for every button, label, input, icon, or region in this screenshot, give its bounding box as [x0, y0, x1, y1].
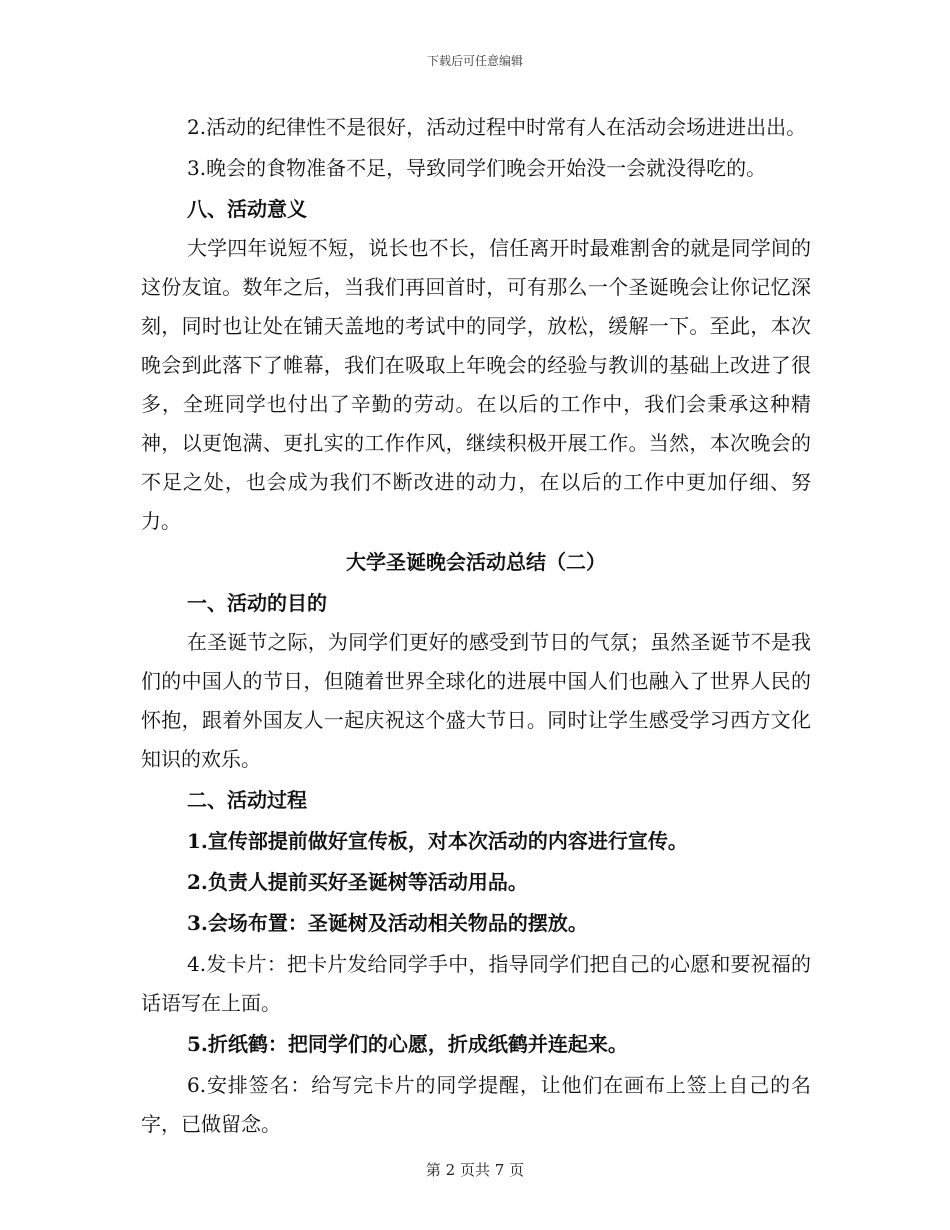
step-venue-setup: 3.会场布置：圣诞树及活动相关物品的摆放。	[187, 911, 588, 935]
step-signing: 6.安排签名：给写完卡片的同学提醒，让他们在画布上签上自己的名字，已做留念。	[141, 1073, 811, 1136]
step-publicity: 1.宣传部提前做好宣传板，对本次活动的内容进行宣传。	[187, 829, 688, 853]
document-body	[141, 108, 811, 1144]
paragraph-discipline: 2.活动的纪律性不是很好，活动过程中时常有人在活动会场进进出出。	[187, 115, 807, 139]
step-cards: 4.发卡片：把卡片发给同学手中，指导同学们把自己的心愿和要祝福的话语写在上面。	[141, 952, 811, 1015]
page-footer: 第 2 页共 7 页	[425, 1161, 525, 1179]
page-header: 下载后可任意编辑	[426, 54, 523, 68]
paragraph-food: 3.晚会的食物准备不足，导致同学们晚会开始没一会就没得吃的。	[187, 156, 767, 180]
section-title-summary-two: 大学圣诞晚会活动总结（二）	[346, 550, 606, 574]
step-purchase: 2.负责人提前买好圣诞树等活动用品。	[187, 870, 528, 894]
paragraph-significance: 大学四年说短不短，说长也不长，信任离开时最难割舍的就是同学间的这份友谊。数年之后，当我们再回首时，可有那么一个圣诞晚会让你记忆深刻，同时也让处在铺天盖地的考试中的同学，放松，缓解一下。至此，本次晚会到此落下了帷幕，我们在吸取上年晚会的经验与教训的基础上改进了很多，全班同学也付出了辛勤的劳动。在以后的工作中，我们会秉承这种精神，以更饱满、更扎实的工作作风，继续积极开展工作。当然，本次晚会的不足之处，也会成为我们不断改进的动力，在以后的工作中更加仔细、努力。	[141, 236, 811, 533]
heading-activity-purpose: 一、活动的目的	[187, 591, 327, 615]
heading-activity-process: 二、活动过程	[187, 788, 307, 812]
paragraph-purpose: 在圣诞节之际，为同学们更好的感受到节日的气氛；虽然圣诞节不是我们的中国人的节日，但随着世界全球化的进展中国人们也融入了世界人民的怀抱，跟着外国友人一起庆祝这个盛大节日。同时让学生感受学习西方文化知识的欢乐。	[141, 630, 811, 771]
step-paper-cranes: 5.折纸鹤：把同学们的心愿，折成纸鹤并连起来。	[187, 1032, 628, 1056]
heading-activity-significance: 八、活动意义	[187, 197, 307, 221]
